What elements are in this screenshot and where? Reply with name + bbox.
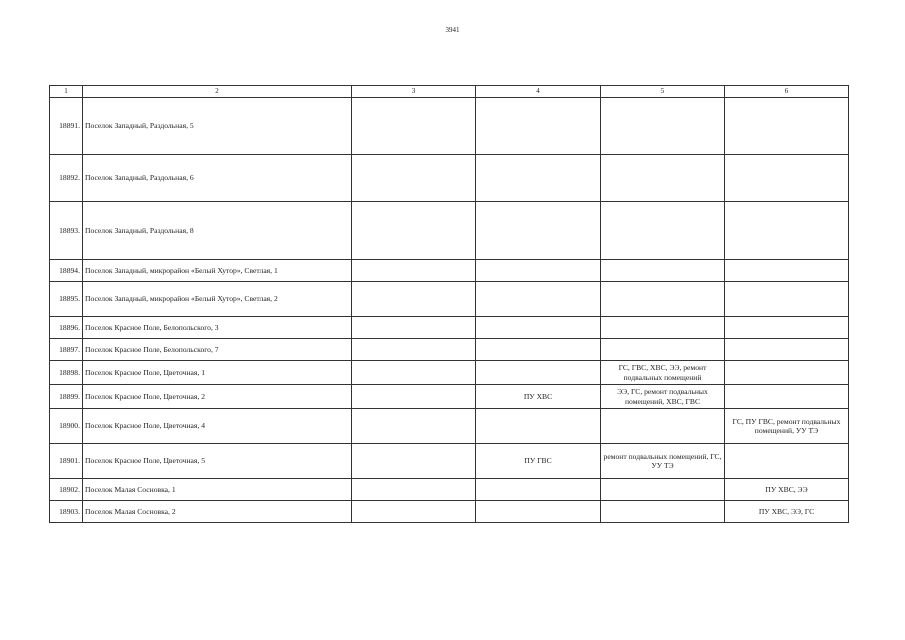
row-col-6 [725, 361, 849, 385]
row-col-4 [476, 361, 601, 385]
row-col-6 [725, 98, 849, 155]
row-col-4 [476, 317, 601, 339]
table-row [50, 202, 849, 260]
row-col-5 [601, 317, 725, 339]
row-col-4 [476, 501, 601, 523]
row-col-3 [352, 361, 476, 385]
row-col-3 [352, 317, 476, 339]
row-col-3 [352, 501, 476, 523]
row-address: Поселок Западный, Раздольная, 8 [83, 202, 352, 260]
row-col-5 [601, 98, 725, 155]
row-address: Поселок Красное Поле, Цветочная, 2 [83, 385, 352, 409]
row-col-6: ПУ ХВС, ЭЭ [725, 479, 849, 501]
row-address: Поселок Красное Поле, Цветочная, 4 [83, 409, 352, 444]
row-col-5: ГС, ГВС, ХВС, ЭЭ, ремонт подвальных помещений [601, 361, 725, 385]
row-col-6 [725, 260, 849, 282]
row-col-5 [601, 260, 725, 282]
row-col-3 [352, 409, 476, 444]
row-col-5: ремонт подвальных помещений, ГС, УУ ТЭ [601, 444, 725, 479]
row-address: Поселок Малая Сосновка, 1 [83, 479, 352, 501]
row-col-4 [476, 339, 601, 361]
row-address: Поселок Западный, Раздольная, 5 [83, 98, 352, 155]
row-number: 18897. [50, 339, 83, 361]
row-col-6 [725, 444, 849, 479]
header-col-5: 5 [601, 86, 725, 98]
row-col-5 [601, 501, 725, 523]
row-col-3 [352, 282, 476, 317]
header-col-4: 4 [476, 86, 601, 98]
row-number: 18895. [50, 282, 83, 317]
row-col-3 [352, 339, 476, 361]
table-row [50, 260, 849, 282]
row-address: Поселок Западный, микрорайон «Белый Хутор», Светлая, 1 [83, 260, 352, 282]
row-col-3 [352, 444, 476, 479]
row-col-5 [601, 282, 725, 317]
row-col-3 [352, 260, 476, 282]
row-col-5 [601, 155, 725, 202]
row-address: Поселок Красное Поле, Цветочная, 1 [83, 361, 352, 385]
row-col-5 [601, 202, 725, 260]
row-number: 18896. [50, 317, 83, 339]
row-address: Поселок Малая Сосновка, 2 [83, 501, 352, 523]
row-col-4: ПУ ХВС [476, 385, 601, 409]
table-row [50, 385, 849, 409]
row-col-6 [725, 282, 849, 317]
row-col-4 [476, 282, 601, 317]
row-col-6 [725, 385, 849, 409]
row-number: 18893. [50, 202, 83, 260]
row-number: 18902. [50, 479, 83, 501]
row-col-6 [725, 202, 849, 260]
row-col-5 [601, 409, 725, 444]
row-address: Поселок Западный, Раздольная, 6 [83, 155, 352, 202]
row-col-4 [476, 98, 601, 155]
row-address: Поселок Красное Поле, Цветочная, 5 [83, 444, 352, 479]
row-col-6: ПУ ХВС, ЭЭ, ГС [725, 501, 849, 523]
table-row [50, 155, 849, 202]
table-row [50, 98, 849, 155]
row-col-3 [352, 155, 476, 202]
row-address: Поселок Западный, микрорайон «Белый Хутор», Светлая, 2 [83, 282, 352, 317]
row-col-5: ЭЭ, ГС, ремонт подвальных помещений, ХВС, ГВС [601, 385, 725, 409]
row-col-4 [476, 202, 601, 260]
header-col-1: 1 [50, 86, 83, 98]
header-col-3: 3 [352, 86, 476, 98]
row-col-6 [725, 155, 849, 202]
table-row [50, 361, 849, 385]
header-row [50, 86, 849, 98]
row-col-6 [725, 339, 849, 361]
table-row [50, 501, 849, 523]
header-col-6: 6 [725, 86, 849, 98]
row-col-4 [476, 409, 601, 444]
row-col-4 [476, 260, 601, 282]
table-row [50, 282, 849, 317]
row-col-4 [476, 479, 601, 501]
row-number: 18891. [50, 98, 83, 155]
row-address: Поселок Красное Поле, Белопольского, 3 [83, 317, 352, 339]
row-number: 18903. [50, 501, 83, 523]
table-row [50, 339, 849, 361]
row-col-3 [352, 202, 476, 260]
table-row [50, 317, 849, 339]
row-col-5 [601, 479, 725, 501]
row-col-6 [725, 317, 849, 339]
table-row [50, 479, 849, 501]
row-number: 18892. [50, 155, 83, 202]
row-col-5 [601, 339, 725, 361]
row-number: 18899. [50, 385, 83, 409]
register-table [49, 85, 849, 523]
row-col-3 [352, 479, 476, 501]
row-col-4: ПУ ГВС [476, 444, 601, 479]
row-col-3 [352, 385, 476, 409]
row-number: 18900. [50, 409, 83, 444]
row-col-6: ГС, ПУ ГВС, ремонт подвальных помещений, УУ ТЭ [725, 409, 849, 444]
row-col-3 [352, 98, 476, 155]
page-number: 3941 [445, 26, 460, 34]
table-row [50, 409, 849, 444]
row-address: Поселок Красное Поле, Белопольского, 7 [83, 339, 352, 361]
row-number: 18901. [50, 444, 83, 479]
table-row [50, 444, 849, 479]
row-number: 18894. [50, 260, 83, 282]
row-number: 18898. [50, 361, 83, 385]
row-col-4 [476, 155, 601, 202]
header-col-2: 2 [83, 86, 352, 98]
